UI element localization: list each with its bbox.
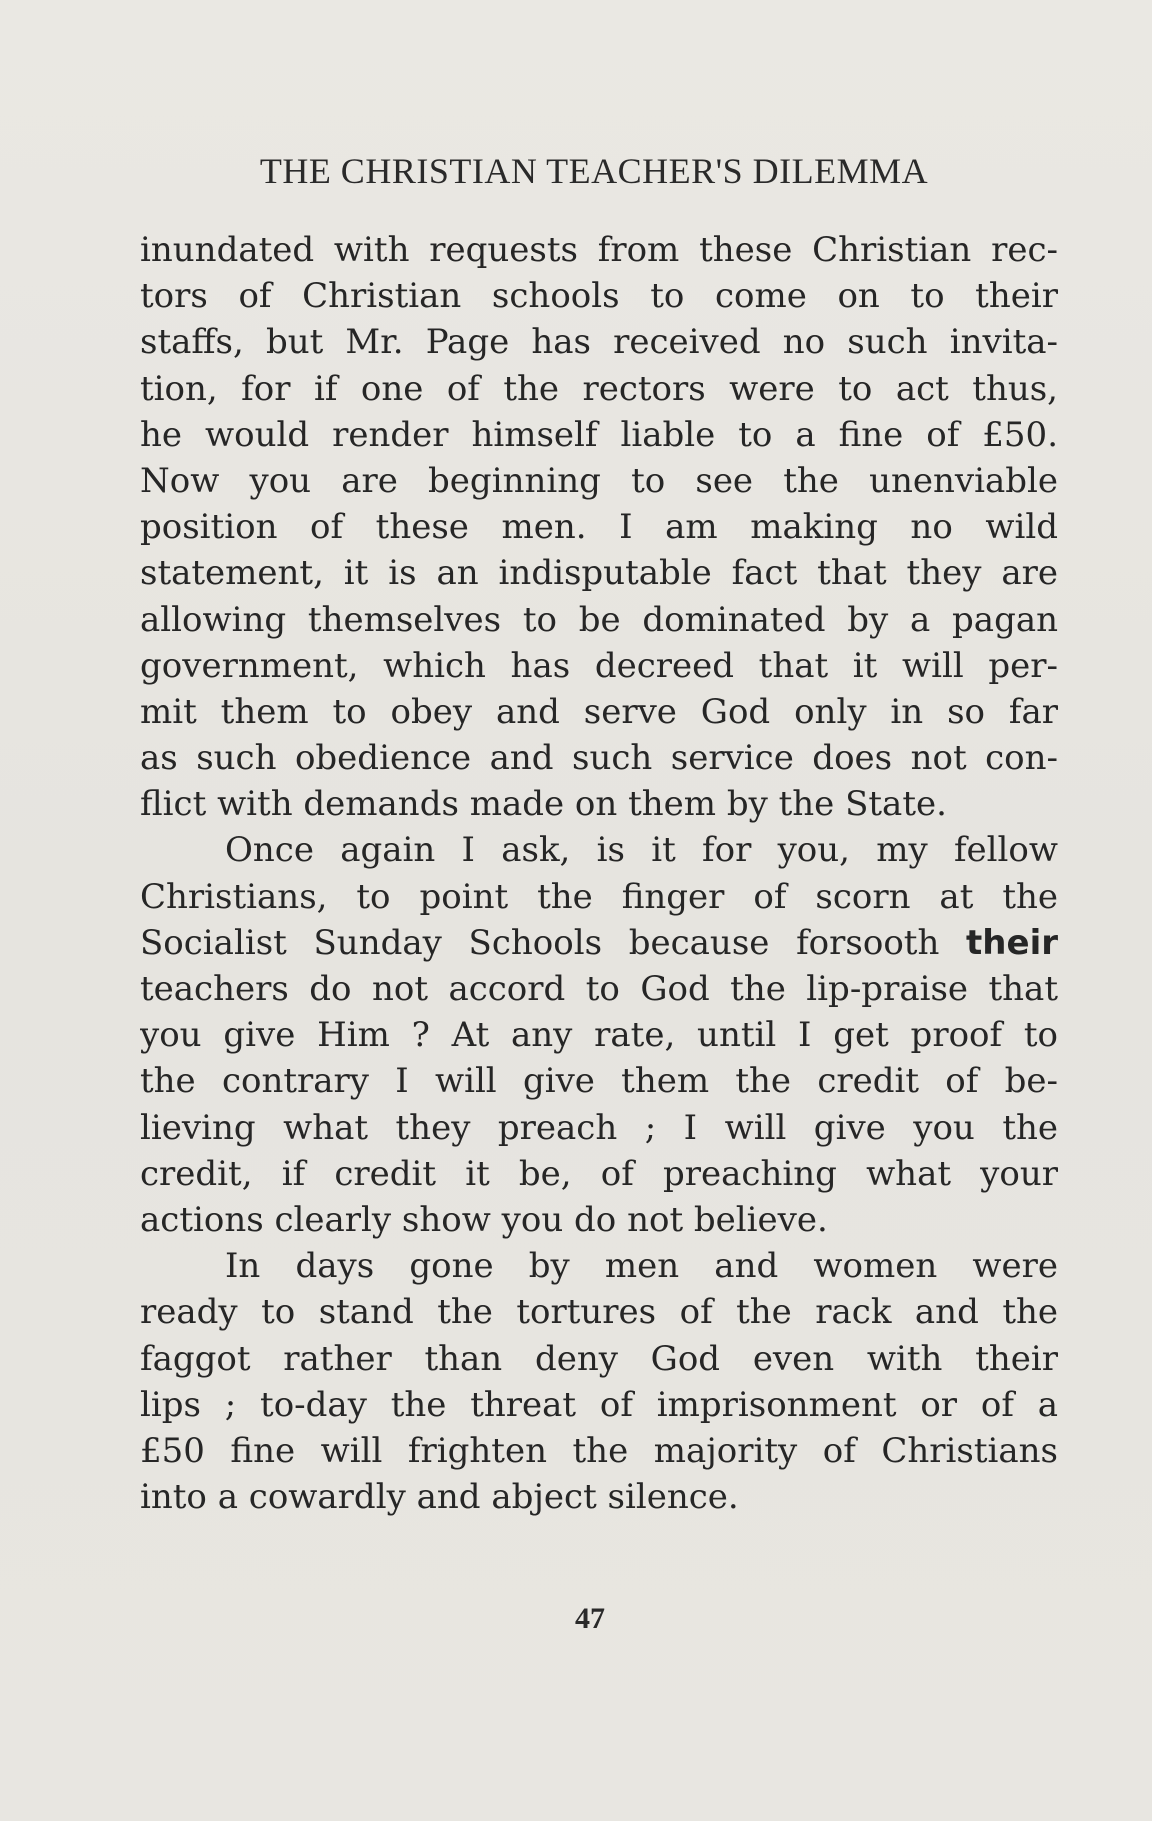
- text-line-with-bold: [140, 920, 1058, 966]
- text-line: staffs, but Mr. Page has received no such invita-: [140, 322, 1058, 363]
- text-line: lieving what they preach ; I will give you the: [140, 1107, 1058, 1148]
- text-line: teachers do not accord to God the lip-praise that: [140, 969, 1058, 1009]
- text-line: inundated with requests from these Christian rec-: [140, 230, 1058, 270]
- text-line: tors of Christian schools to come on to their: [140, 276, 1058, 317]
- page-number: 47: [575, 1602, 605, 1635]
- text-line: as such obedience and such service does not con-: [140, 738, 1058, 779]
- text-line: flict with demands made on them by the State.: [140, 784, 947, 825]
- paragraph-1: [140, 227, 1058, 827]
- text-line: ready to stand the tortures of the rack and the: [140, 1292, 1058, 1333]
- text-line: £50 fine will frighten the majority of Christians: [140, 1430, 1058, 1471]
- text-line: In days gone by men and women were: [225, 1246, 1058, 1287]
- text-line: he would render himself liable to a fine of £50.: [140, 414, 1058, 455]
- text-line: faggot rather than deny God even with their: [140, 1338, 1058, 1379]
- paragraph-2: [140, 827, 1058, 1243]
- text-line: lips ; to-day the threat of imprisonment or of a: [140, 1384, 1058, 1425]
- text-line: allowing themselves to be dominated by a pagan: [140, 599, 1058, 640]
- text-line: you give Him ? At any rate, until I get proof to: [140, 1015, 1058, 1056]
- text-line: government, which has decreed that it will per-: [140, 645, 1058, 686]
- text-line: Once again I ask, is it for you, my fellow: [225, 830, 1058, 871]
- text-line: tion, for if one of the rectors were to act thus,: [140, 368, 1058, 409]
- text-line: the contrary I will give them the credit of be-: [140, 1061, 1058, 1102]
- text-line: mit them to obey and serve God only in so far: [140, 691, 1058, 732]
- text-line: Christians, to point the finger of scorn at the: [140, 876, 1058, 917]
- text-line: position of these men. I am making no wild: [140, 507, 1058, 548]
- text-line: actions clearly show you do not believe.: [140, 1199, 828, 1240]
- text-line: Now you are beginning to see the unenviable: [140, 460, 1058, 501]
- text-line: credit, if credit it be, of preaching what your: [140, 1153, 1058, 1194]
- running-head: THE CHRISTIAN TEACHER'S DILEMMA: [259, 151, 929, 191]
- text-span: Socialist Sunday Schools because forsooth: [140, 922, 940, 963]
- bold-word: their: [966, 922, 1058, 963]
- text-line: into a cowardly and abject silence.: [140, 1477, 739, 1518]
- body-text: [140, 227, 1058, 1520]
- paragraph-3: [140, 1243, 1058, 1520]
- text-line: statement, it is an indisputable fact that they are: [140, 553, 1058, 594]
